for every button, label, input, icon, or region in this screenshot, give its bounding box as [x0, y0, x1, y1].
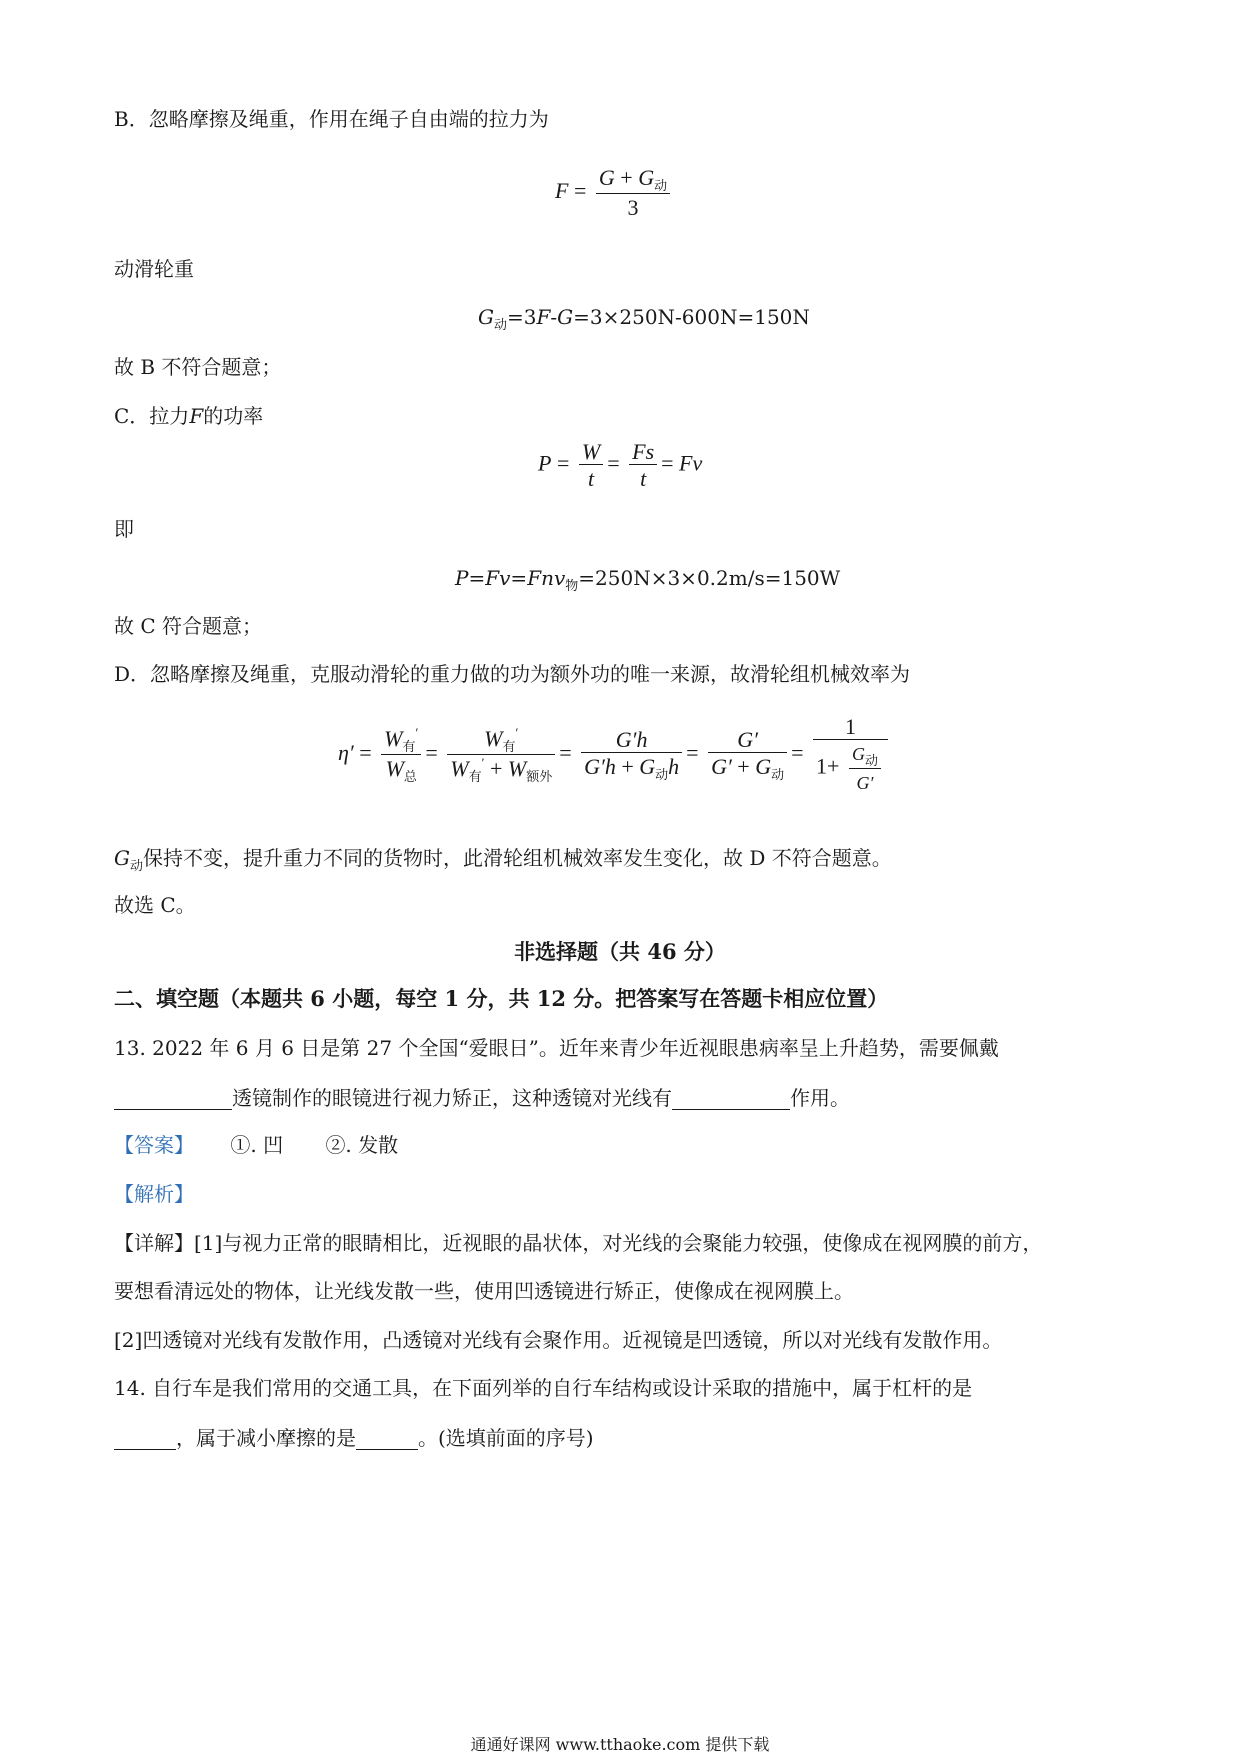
- analysis-tag: 【解析】: [114, 1182, 194, 1206]
- q13-detail-1: 【详解】[1]与视力正常的眼睛相比，近视眼的晶状体，对光线的会聚能力较强，使像成在视网膜的前方，: [114, 1231, 1043, 1255]
- movable-pulley-label: 动滑轮重: [114, 257, 194, 281]
- option-d-line: D．忽略摩擦及绳重，克服动滑轮的重力做的功为额外功的唯一来源，故滑轮组机械效率为: [114, 662, 911, 686]
- answer-1: ①. 凹: [230, 1133, 284, 1157]
- q13-detail-3: [2]凹透镜对光线有发散作用，凸透镜对光线有会聚作用。近视镜是凹透镜，所以对光线有发散作用。: [114, 1328, 1003, 1352]
- option-c-line: C．拉力F的功率: [114, 404, 264, 428]
- option-b-line: B．忽略摩擦及绳重，作用在绳子自由端的拉力为: [114, 107, 549, 131]
- option-c-conclusion: 故 C 符合题意；: [114, 614, 263, 638]
- q14-line2: ，属于减小摩擦的是 。(选填前面的序号): [114, 1425, 594, 1450]
- answer-tag: 【答案】: [114, 1133, 194, 1157]
- pulley-weight-calc: $G_动=3F-G=3\times 250N-600N=150N$: [478, 305, 810, 333]
- answer-2: ②. 发散: [325, 1133, 399, 1157]
- formula-pull-force: F = $\frac{G + G_动}{3}$: [555, 166, 674, 220]
- final-choice: 故选 C。: [114, 893, 196, 917]
- section-heading: 二、填空题（本题共 6 小题，每空 1 分，共 12 分。把答案写在答题卡相应位置）: [114, 986, 889, 1011]
- section-title: 非选择题（共 46 分）: [514, 939, 726, 964]
- q13-detail-2: 要想看清远处的物体，让光线发散一些，使用凹透镜进行矫正，使像成在视网膜上。: [114, 1279, 854, 1303]
- q13-blank-2[interactable]: [672, 1085, 790, 1110]
- option-c-label: 即: [114, 517, 134, 541]
- q13-line2: 透镜制作的眼镜进行视力矫正，这种透镜对光线有 作用。: [114, 1085, 850, 1110]
- q13-line1: 13. 2022 年 6 月 6 日是第 27 个全国“爱眼日”。近年来青少年近视眼患病率呈上升趋势，需要佩戴: [114, 1036, 999, 1060]
- page-footer: 通通好课网 www.tthaoke.com 提供下载: [470, 1735, 770, 1754]
- q13-answer: [114, 1133, 398, 1157]
- detail-tag: 【详解】: [114, 1231, 194, 1255]
- formula-power: P = $\frac{W}{t}$ = $\frac{Fs}{t}$ = Fv: [538, 439, 703, 491]
- formula-efficiency: η′ = $\frac{W_有'}{W_总}$ = $\frac{W_有'}{W_有' + W_{额外}}$ = $\frac{G'h}{G'h + G_动h}$ = $\frac{G'}{G' + G_动}$ = 1 1+ $\frac{G_动}{G'}$: [338, 715, 892, 795]
- power-calc: P=Fv=Fnv$_物$=250N×3×0.2m/s=150W: [455, 566, 841, 594]
- option-b-conclusion: 故 B 不符合题意；: [114, 355, 282, 379]
- q13-blank-1[interactable]: [114, 1085, 232, 1110]
- q14-line1: 14. 自行车是我们常用的交通工具，在下面列举的自行车结构或设计采取的措施中，属于杠杆的是: [114, 1376, 973, 1400]
- q14-blank-2[interactable]: [356, 1425, 418, 1450]
- option-d-note: $G_动$保持不变，提升重力不同的货物时，此滑轮组机械效率发生变化，故 D 不符合题意。: [114, 846, 892, 874]
- q14-blank-1[interactable]: [114, 1425, 176, 1450]
